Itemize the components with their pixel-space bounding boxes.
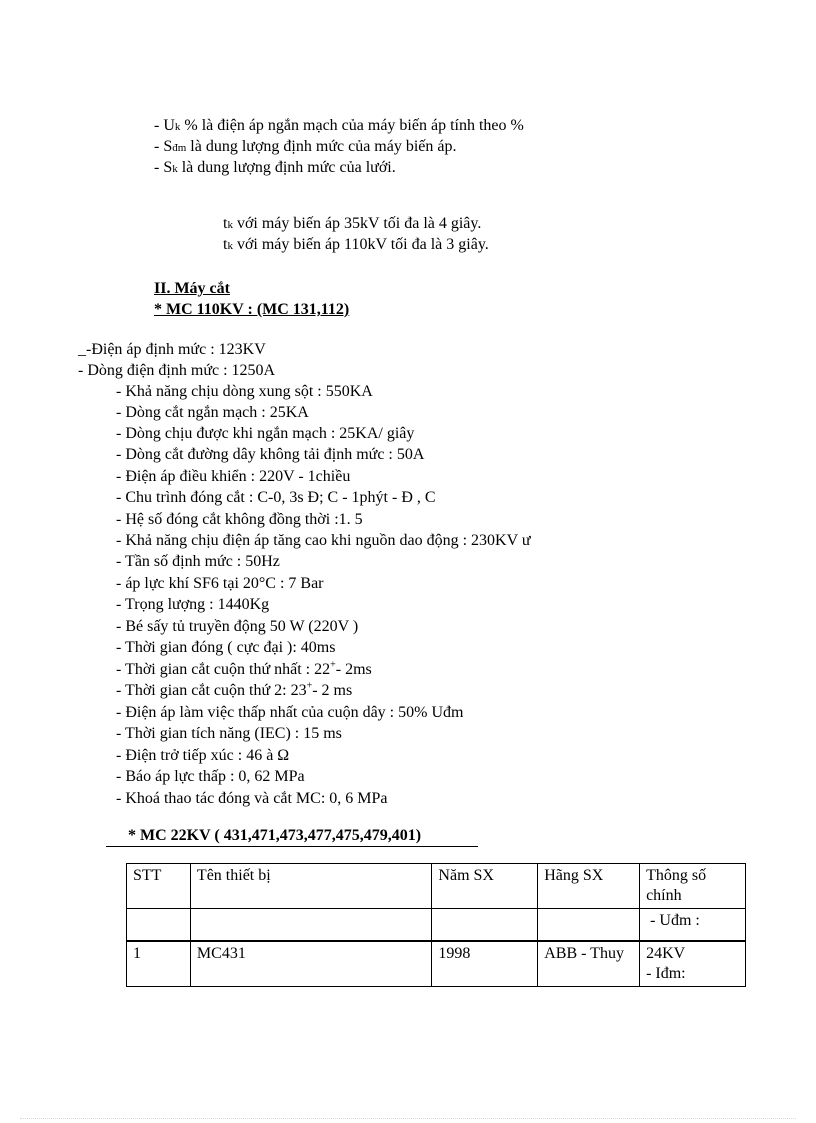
table-cell: MC431 — [190, 941, 431, 987]
tk-110kv: tk với máy biến áp 110kV tối đa là 3 giây. — [223, 236, 489, 253]
spec-item: - áp lực khí SF6 tại 20°C : 7 Bar — [116, 575, 324, 592]
section-title: II. Máy cắt — [154, 280, 230, 297]
header-stt: STT — [127, 864, 191, 909]
table-cell: ABB - Thuy — [538, 941, 640, 987]
tk-35kv: tk với máy biến áp 35kV tối đa là 4 giây. — [223, 215, 482, 232]
table-cell — [190, 909, 431, 941]
spec-item: - Dòng chịu được khi ngắn mạch : 25KA/ giây — [116, 425, 415, 442]
spec-item: - Trọng lượng : 1440Kg — [116, 596, 270, 613]
spec-item: - Tần số định mức : 50Hz — [116, 553, 280, 570]
def-sdm: - Sđm là dung lượng định mức của máy biến áp. — [154, 138, 457, 155]
table-cell: 24KV - Iđm: — [640, 941, 746, 987]
table-cell — [127, 909, 191, 941]
spec-rated-current: - Dòng điện định mức : 1250A — [78, 362, 276, 379]
header-year: Năm SX — [432, 864, 538, 909]
spec-item: - Điện áp điều khiển : 220V - 1chiều — [116, 468, 351, 485]
table-cell — [432, 909, 538, 941]
table-cell: 1998 — [432, 941, 538, 987]
table-row — [127, 909, 746, 941]
spec-item: - Khả năng chịu dòng xung sột : 550KA — [116, 383, 373, 400]
spec-item: - Thời gian cắt cuộn thứ 2: 23+- 2 ms — [116, 680, 353, 699]
table-cell — [538, 909, 640, 941]
spec-item: - Khoá thao tác đóng và cắt MC: 0, 6 MPa — [116, 790, 388, 807]
page-bottom-border — [20, 1118, 796, 1119]
def-uk: - Uk % là điện áp ngắn mạch của máy biến áp tính theo % — [154, 117, 524, 134]
spec-item: - Khả năng chịu điện áp tăng cao khi nguồn dao động : 230KV ư — [116, 532, 531, 549]
spec-item: - Điện trở tiếp xúc : 46 à Ω — [116, 747, 290, 764]
spec-item: - Thời gian tích năng (IEC) : 15 ms — [116, 725, 342, 742]
table-cell: 1 — [127, 941, 191, 987]
mc22-title: * MC 22KV ( 431,471,473,477,475,479,401) — [128, 827, 422, 844]
table-cell: - Uđm : — [640, 909, 746, 941]
spec-item: - Hệ số đóng cắt không đồng thời :1. 5 — [116, 511, 363, 528]
header-device-name: Tên thiết bị — [190, 864, 431, 909]
spec-item: - Điện áp làm việc thấp nhất của cuộn dây : 50% Uđm — [116, 704, 464, 721]
mc22-title-underline — [106, 846, 478, 847]
mc110-title: * MC 110KV : (MC 131,112) — [154, 301, 350, 318]
spec-item: - Bé sấy tủ truyền động 50 W (220V ) — [116, 618, 359, 635]
header-main-specs: Thông số chính — [640, 864, 746, 909]
table-header-row — [127, 864, 746, 909]
spec-item: - Thời gian cắt cuộn thứ nhất : 22+- 2ms — [116, 659, 372, 678]
header-manufacturer: Hãng SX — [538, 864, 640, 909]
mc22-table — [126, 863, 746, 987]
table-row — [127, 941, 746, 987]
spec-rated-voltage: _-Điện áp định mức : 123KV — [78, 341, 266, 358]
spec-item: - Báo áp lực thấp : 0, 62 MPa — [116, 768, 305, 785]
spec-item: - Chu trình đóng cắt : C-0, 3s Đ; C - 1phýt - Đ , C — [116, 489, 436, 506]
spec-item: - Thời gian đóng ( cực đại ): 40ms — [116, 639, 336, 656]
spec-item: - Dòng cắt ngắn mạch : 25KA — [116, 404, 309, 421]
def-sk: - Sk là dung lượng định mức của lưới. — [154, 159, 396, 176]
spec-item: - Dòng cắt đường dây không tải định mức : 50A — [116, 446, 425, 463]
